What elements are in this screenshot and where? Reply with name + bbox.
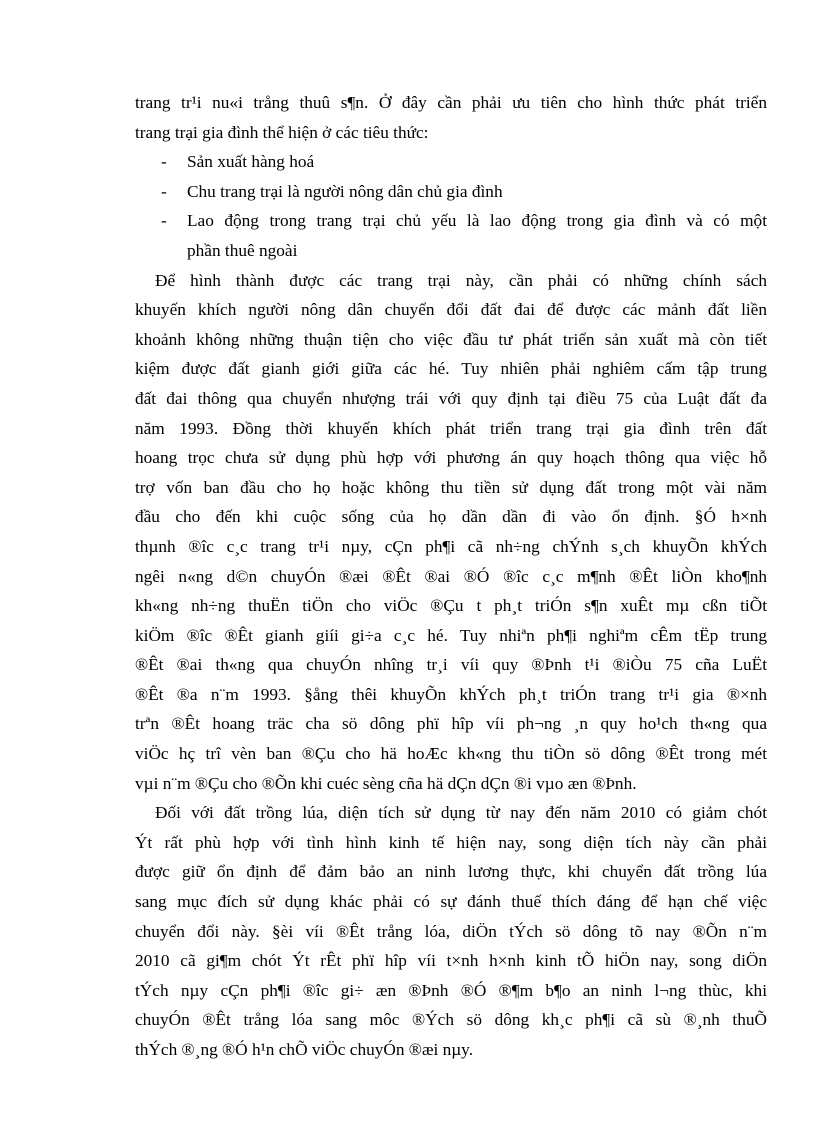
text-line: Ýt rất phù hợp với tình hình kinh tế hiện nay, song diện tích này cần phải: [135, 832, 767, 852]
text-line: thÝch ®¸ng ®Ó h¹n chÕ viÖc chuyÓn ®æi nµy.: [135, 1040, 474, 1059]
text-line: khuyến khích người nông dân chuyển đổi đất đai để được các mảnh đất liền: [135, 300, 767, 320]
text-line: sang mục đích sử dụng khác phải có sự đánh thuế thích đáng để hạn chế việc: [135, 892, 767, 912]
text-line: đất đai thông qua chuyển nhượng trái với quy định tại điều 75 của Luật đất đa: [135, 388, 767, 408]
text-line: khoảnh không những thuận tiện cho việc đầu tư phát triển sản xuất mà còn tiết: [135, 329, 767, 349]
text-line: 2010 cã gi¶m chót Ýt rÊt phï hîp víi t×nh h×nh kinh tÕ hiÖn nay, song diÖn: [135, 951, 767, 971]
text-line: đầu cho đến khi cuộc sống của họ dần dần đi vào ổn định. §Ó h×nh: [135, 507, 767, 527]
text-line: trªn ®Êt hoang träc cha sö dông phï hîp víi ph¬ng ¸n quy ho¹ch th«ng qua: [135, 714, 767, 734]
text-line: hoang trọc chưa sử dụng phù hợp với phương án quy hoạch thông qua việc hỗ: [135, 448, 767, 468]
bullet-marker: -: [161, 152, 167, 172]
text-line: phần thuê ngoài: [187, 240, 298, 260]
text-line: chuyển đổi này. §èi víi ®Êt trång lóa, diÖn tÝch sö dông tõ nay ®Õn n¨m: [135, 921, 767, 941]
text-line: tÝch nµy cÇn ph¶i ®îc gi÷ æn ®Þnh ®Ó ®¶m b¶o an ninh l¬ng thùc, khi: [135, 980, 767, 1000]
text-line: vµi n¨m ®Çu cho ®Õn khi cuéc sèng cña hä dÇn dÇn ®i vµo æn ®Þnh.: [135, 773, 637, 793]
text-line: thµnh ®îc c¸c trang tr¹i nµy, cÇn ph¶i cã nh÷ng chÝnh s¸ch khuyÕn khÝch: [135, 536, 767, 556]
text-line: kiÖm ®îc ®Êt gianh giíi gi÷a c¸c hé. Tuy nhiªn ph¶i nghiªm cÊm tËp trung: [135, 625, 767, 645]
paragraph-first-line: Để hình thành được các trang trại này, cần phải có những chính sách: [155, 270, 767, 290]
text-line: viÖc hç trî vèn ban ®Çu cho hä hoÆc kh«ng thu tiÒn sö dông ®Êt trong mét: [135, 744, 767, 764]
text-line: trang tr¹i nu«i trång thuû s¶n. Ở đây cần phải ưu tiên cho hình thức phát triển: [135, 93, 767, 112]
document-body: [135, 88, 767, 1065]
text-line: kh«ng nh÷ng thuËn tiÖn cho viÖc ®Çu t ph¸t triÓn s¶n xuÊt mµ cßn tiÕt: [135, 596, 767, 616]
text-line: trang trại gia đình thể hiện ở các tiêu thức:: [135, 122, 429, 142]
bullet-text: Sản xuất hàng hoá: [187, 152, 315, 172]
bullet-item: [135, 177, 767, 207]
bullet-text: Chu trang trại là người nông dân chủ gia đình: [187, 181, 503, 201]
bullet-marker: -: [161, 211, 167, 231]
text-line: kiệm được đất gianh giới giữa các hé. Tuy nhiên phải nghiêm cấm tập trung: [135, 359, 767, 379]
text-line: năm 1993. Đồng thời khuyến khích phát triển trang trại gia đình trên đất: [135, 418, 767, 438]
text-line: chuyÓn ®Êt trång lóa sang môc ®Ých sö dông kh¸c ph¶i cã sù ®¸nh thuÕ: [135, 1010, 767, 1030]
bullet-item: [135, 206, 767, 236]
bullet-text: Lao động trong trang trại chủ yếu là lao động trong gia đình và có một: [187, 211, 767, 231]
text-line: ®Êt ®a n¨m 1993. §ång thêi khuyÕn khÝch ph¸t triÓn trang tr¹i gia ®×nh: [135, 684, 767, 704]
text-line: trợ vốn ban đầu cho họ hoặc không thu tiền sử dụng đất trong một vài năm: [135, 477, 767, 497]
paragraph-first-line: Đối với đất trồng lúa, diện tích sử dụng từ nay đến năm 2010 có giảm chót: [155, 803, 767, 823]
bullet-marker: -: [161, 181, 167, 201]
text-line: ngêi n«ng d©n chuyÓn ®æi ®Êt ®ai ®Ó ®îc c¸c m¶nh ®Êt liÒn kho¶nh: [135, 566, 767, 586]
text-line: được giữ ổn định để đảm bảo an ninh lương thực, khi chuyển đất trồng lúa: [135, 862, 767, 882]
text-line: ®Êt ®ai th«ng qua chuyÓn nhîng tr¸i víi quy ®Þnh t¹i ®iÒu 75 cña LuËt: [135, 655, 767, 675]
bullet-item: [135, 147, 767, 177]
